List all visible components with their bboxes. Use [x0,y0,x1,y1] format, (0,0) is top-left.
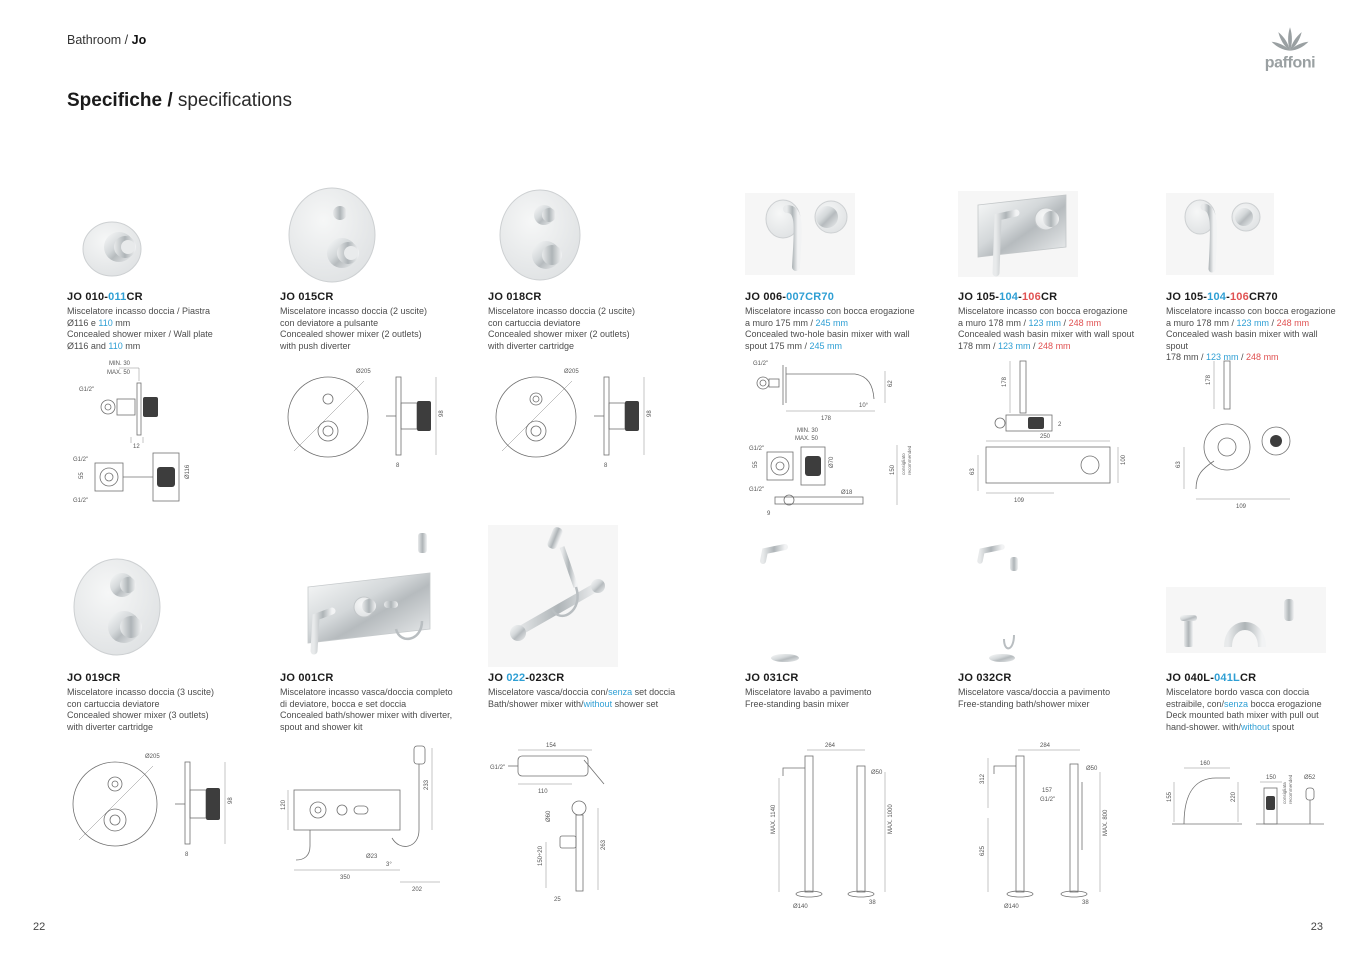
desc-line: di deviatore, bocca e set doccia [280,698,407,709]
desc-line: Ø116 and 110 mm [67,340,141,351]
svg-text:110: 110 [538,789,548,795]
svg-text:Ø205: Ø205 [145,754,160,760]
svg-text:G1/2": G1/2" [490,765,506,771]
product-code: JO 031CR [745,672,799,684]
desc-line: with diverter cartridge [488,340,575,351]
product-code: JO 001CR [280,672,334,684]
page-number-left: 22 [33,921,46,933]
svg-text:G1/2": G1/2" [73,498,89,504]
svg-text:62: 62 [888,380,894,387]
product-card [488,185,688,535]
svg-text:consigliata: consigliata [1282,782,1287,804]
technical-drawing [745,355,935,525]
product-code: JO 032CR [958,672,1012,684]
product-code: JO 010-011CR [67,291,143,303]
product-photo [958,185,1148,287]
svg-text:250: 250 [1040,434,1051,440]
logo-wordmark: paffoni [1264,54,1316,72]
svg-text:Ø60: Ø60 [546,810,552,822]
product-code: JO 040L-041LCR [1166,672,1257,684]
product-photo [958,525,1148,667]
svg-text:55: 55 [753,461,759,468]
svg-text:98: 98 [439,410,445,417]
svg-text:10°: 10° [859,403,869,409]
svg-text:150: 150 [890,464,896,475]
desc-line: Miscelatore incasso doccia (2 uscite) [280,306,428,316]
desc-line: con cartuccia deviatore [488,317,581,328]
desc-line: Concealed bath/shower mixer with diverter, [280,710,453,720]
svg-text:G1/2": G1/2" [1040,797,1056,803]
svg-text:178: 178 [1206,374,1212,385]
svg-text:G1/2": G1/2" [79,387,95,393]
page-number-right: 23 [1310,921,1323,933]
product-card [745,525,945,935]
product-card [280,525,480,935]
product-description [280,687,480,733]
svg-text:157: 157 [1042,788,1053,794]
svg-text:consigliato: consigliato [901,453,906,475]
svg-text:625: 625 [980,845,986,856]
desc-line: a muro 178 mm / 123 mm / 248 mm [958,317,1102,328]
product-card [67,525,267,935]
svg-text:MAX. 1140: MAX. 1140 [771,804,777,834]
product-photo [1166,525,1331,667]
svg-text:312: 312 [980,773,986,784]
product-code: JO 015CR [280,291,334,303]
breadcrumb [67,33,146,47]
product-card [1166,185,1336,535]
product-description [958,306,1158,352]
product-code: JO 105-104-106CR70 [1166,291,1278,303]
technical-drawing [488,738,678,918]
desc-line: Concealed shower mixer (2 outlets) [280,329,422,339]
product-photo [488,185,678,287]
svg-text:8: 8 [185,852,189,858]
svg-text:100: 100 [1121,454,1127,465]
svg-text:63: 63 [970,468,976,475]
desc-line: con cartuccia deviatore [67,698,160,709]
svg-text:150: 150 [1266,775,1277,781]
svg-text:109: 109 [1236,504,1247,510]
desc-line: Free-standing bath/shower mixer [958,698,1090,709]
svg-text:98: 98 [228,797,234,804]
desc-line: con deviatore a pulsante [280,317,379,328]
desc-line: Ø116 e 110 mm [67,317,131,328]
svg-text:G1/2": G1/2" [749,487,765,493]
technical-drawing [67,355,257,515]
product-photo [280,525,470,667]
product-description [488,306,688,352]
svg-text:G1/2": G1/2" [749,446,765,452]
svg-text:154: 154 [546,743,557,749]
svg-text:98: 98 [647,410,653,417]
paffoni-logo [1252,24,1328,76]
svg-text:G1/2": G1/2" [73,457,89,463]
svg-text:recommended: recommended [907,445,912,475]
svg-text:284: 284 [1040,743,1051,749]
svg-text:25: 25 [554,897,561,903]
desc-line: Miscelatore incasso con bocca erogazione [1166,306,1336,316]
technical-drawing [745,738,935,918]
page-title [67,90,292,112]
svg-text:350: 350 [340,875,351,881]
page-title-regular: specifications [172,90,292,111]
product-photo [745,525,935,667]
technical-drawing [958,355,1148,525]
svg-text:178: 178 [821,416,832,422]
svg-text:Ø50: Ø50 [1086,766,1098,772]
svg-text:MIN. 30: MIN. 30 [797,428,819,434]
technical-drawing [958,738,1148,918]
svg-text:Ø140: Ø140 [793,904,808,910]
desc-line: Free-standing basin mixer [745,698,850,709]
desc-line: Miscelatore incasso con bocca erogazione [745,306,915,316]
svg-text:G1/2": G1/2" [753,361,769,367]
desc-line: hand-shower. with/without spout [1166,721,1295,732]
svg-text:202: 202 [412,887,423,893]
svg-text:9: 9 [767,511,771,517]
desc-line: Concealed wash basin mixer with wall spout [958,329,1135,339]
product-photo [280,185,470,287]
page-title-bold: Specifiche / [67,90,173,111]
product-photo [745,185,935,287]
svg-text:63: 63 [1176,461,1182,468]
svg-text:150÷20: 150÷20 [538,846,544,866]
svg-text:Ø70: Ø70 [829,456,835,468]
technical-drawing [488,355,678,515]
desc-line: estraibile, con/senza bocca erogazione [1166,698,1322,709]
technical-drawing [1166,355,1331,525]
svg-text:MAX. 1000: MAX. 1000 [888,804,894,834]
svg-text:Ø52: Ø52 [1304,775,1316,781]
svg-text:Ø18: Ø18 [841,490,853,496]
desc-line: Bath/shower mixer with/without shower set [488,698,659,709]
desc-line: Miscelatore incasso doccia / Piastra [67,306,211,316]
desc-line: Concealed wash basin mixer with wall spout [1166,329,1318,351]
svg-text:3°: 3° [386,862,392,868]
product-card [280,185,480,535]
product-code: JO 022-023CR [488,672,565,684]
desc-line: a muro 175 mm / 245 mm [745,317,849,328]
product-description [745,687,945,710]
svg-text:Ø205: Ø205 [356,369,371,375]
technical-drawing [67,738,257,898]
product-photo [67,525,257,667]
svg-text:38: 38 [869,900,876,906]
svg-text:Ø140: Ø140 [1004,904,1019,910]
svg-text:12: 12 [133,444,140,450]
svg-text:MAX. 50: MAX. 50 [107,370,131,376]
desc-line: Deck mounted bath mixer with pull out [1166,710,1319,720]
desc-line: Miscelatore incasso doccia (3 uscite) [67,687,215,697]
svg-text:160: 160 [1200,761,1211,767]
desc-line: with diverter cartridge [67,721,154,732]
product-description [67,306,267,352]
desc-line: Miscelatore vasca/doccia a pavimento [958,687,1111,697]
product-description [1166,687,1336,733]
product-code: JO 006-007CR70 [745,291,835,303]
svg-text:Ø23: Ø23 [366,854,378,860]
product-description [280,306,480,352]
desc-line: spout 175 mm / 245 mm [745,340,843,351]
svg-text:MAX. 50: MAX. 50 [795,436,819,442]
desc-line: Miscelatore incasso vasca/doccia completo [280,687,453,697]
svg-text:MIN. 30: MIN. 30 [109,361,131,367]
breadcrumb-section: Bathroom / [67,33,132,47]
desc-line: Miscelatore bordo vasca con doccia [1166,687,1310,697]
svg-text:8: 8 [396,463,400,469]
desc-line: Concealed shower mixer (3 outlets) [67,710,209,720]
svg-text:MAX. 800: MAX. 800 [1103,809,1109,836]
svg-text:220: 220 [1231,791,1237,802]
svg-text:264: 264 [825,743,836,749]
breadcrumb-current: Jo [131,33,147,47]
svg-text:109: 109 [1014,498,1025,504]
palm-logo-icon [1252,24,1328,76]
svg-text:55: 55 [79,472,85,479]
product-code: JO 018CR [488,291,542,303]
svg-text:120: 120 [281,799,287,810]
product-description [67,687,267,733]
product-photo [1166,185,1331,287]
svg-text:178: 178 [1002,376,1008,387]
technical-drawing [280,355,470,515]
desc-line: Miscelatore incasso doccia (2 uscite) [488,306,636,316]
product-card [67,185,267,535]
svg-text:Ø116: Ø116 [185,464,191,479]
technical-drawing [1166,738,1331,883]
product-card [958,185,1158,535]
desc-line: Concealed shower mixer / Wall plate [67,329,213,339]
svg-text:263: 263 [601,839,607,850]
svg-text:recommended: recommended [1288,774,1293,804]
desc-line: with push diverter [280,340,351,351]
svg-text:8: 8 [604,463,608,469]
desc-line: 178 mm / 123 mm / 248 mm [1166,352,1279,362]
product-card [488,525,688,935]
desc-line: a muro 178 mm / 123 mm / 248 mm [1166,317,1310,328]
product-description [745,306,945,352]
technical-drawing [280,738,470,908]
desc-line: Miscelatore lavabo a pavimento [745,687,872,697]
product-card [958,525,1158,935]
product-photo [488,525,678,667]
product-code: JO 019CR [67,672,121,684]
desc-line: Concealed two-hole basin mixer with wall [745,329,910,339]
desc-line: Miscelatore incasso con bocca erogazione [958,306,1128,316]
product-card [1166,525,1336,935]
product-description [958,687,1158,710]
product-card [745,185,945,535]
svg-text:38: 38 [1082,900,1089,906]
product-code: JO 105-104-106CR [958,291,1058,303]
svg-text:155: 155 [1167,791,1173,802]
svg-text:2: 2 [1058,422,1062,428]
desc-line: Miscelatore vasca/doccia con/senza set doccia [488,687,676,697]
desc-line: 178 mm / 123 mm / 248 mm [958,340,1071,351]
desc-line: Concealed shower mixer (2 outlets) [488,329,630,339]
svg-text:Ø50: Ø50 [871,770,883,776]
desc-line: spout and shower kit [280,721,363,732]
svg-text:233: 233 [424,779,430,790]
product-description [488,687,688,710]
svg-text:Ø205: Ø205 [564,369,579,375]
product-photo [67,185,257,287]
